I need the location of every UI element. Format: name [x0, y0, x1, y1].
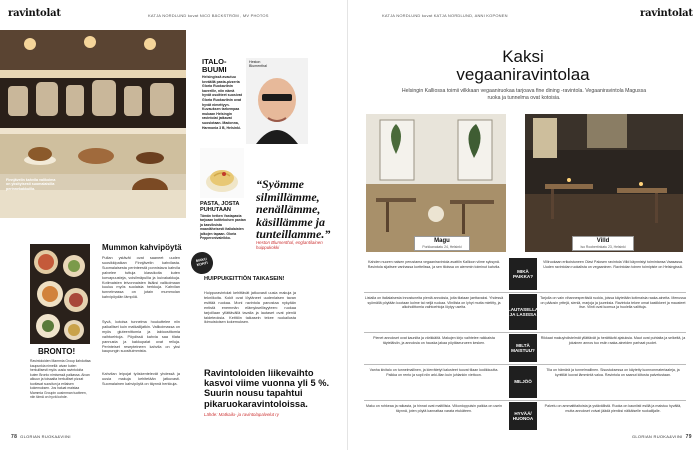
row-head-hyvaa-huonoa: HYVÄÄ/ HUONOA	[509, 402, 537, 430]
villd-name: Villd	[596, 238, 610, 244]
pasta-title: PASTA, JOSTA PUHUTAAN	[200, 201, 240, 213]
mummon-title: Mummon kahvipöytä	[102, 243, 182, 252]
section-rubric-right: ravintolat	[640, 8, 693, 19]
pasta-photo	[200, 148, 244, 198]
photo-credit-left: KATJA NORDLUND kuvat NICO BÄCKSTRÖM , MV PHOTOS	[148, 13, 269, 18]
villd-miljoo: Tila on hämärä ja tunnelmallinen. Sisustuksessa on käytetty luonnonmateriaaleja, ja kynttilät luovat lämmintä valoa. Ravintola on saanut kiitosta palvelustaan.	[546, 368, 680, 377]
magu-address: Porkkanakatu 24, Helsinki	[422, 245, 462, 249]
heston-photo	[246, 58, 308, 144]
article-lede: Helsingin Kalliossa toimii vilkkaan vegaaniruokaa tarjoava fine dining -ravintola. Vegaaniravintola Magussa ruoka ja tunnelma ovat kotoisia.	[401, 88, 647, 101]
page-number-right: 79	[685, 434, 692, 440]
magu-hyvaa-huonoa: Maku on rohkeaa ja raikasta, ja hinnat ovat maltillisia. Viikonloppuisin paikka on usein täynnä, joten pöytä kannattaa varata etukäteen.	[366, 404, 502, 413]
villd-hyvaa-huonoa: Palvelu on ammattitaitoista ja ystävällistä. Ruoka on kauniisti esillä ja maistuu hyvältä, mutta annokset voivat jäädä pieniksi nälkäiselle ruokailijalle.	[544, 404, 682, 413]
table-rule	[364, 332, 686, 333]
maku-kohti-badge: MAKU KOHTI	[189, 250, 215, 276]
villd-milta-maistuu: Rikkaat makuyhdistelmät yllättävät ja herättävät ajatuksia. Maut ovat puhtaita ja selkeitä, ja jokainen annos tuo esiin raaka-aineiden parhaat puolet.	[540, 336, 686, 345]
row-head-mika-paikka: MIKÄ PAIKKA?	[509, 258, 537, 290]
liikevaihto-title: Ravintoloiden liikevaihto kasvoi viime vuonna yli 5 %. Suurin nousu tapahtui pikaruokaravintoloissa.	[204, 368, 330, 409]
heston-photo-caption: Heston Blumenthal	[249, 60, 267, 69]
villd-address: Iso Roobertinkatu 23, Helsinki	[580, 245, 626, 249]
row-head-lautasella: LAUTASELLA JA LASISSA	[509, 294, 537, 330]
magu-lautasella: Listalla on italialaisesta innostuneita pieniä annoksia, joita tilataan jaettavaksi. Yhdessä syömällä pöytään kootaan kolme tai neljä ruokaa. Viinilista on lyhyt mutta mietitty, ja alkoholittomia vaihtoehtoja löytyy useita.	[364, 296, 504, 310]
article-title: Kaksi vegaaniravintolaa	[456, 47, 590, 84]
table-rule	[364, 364, 686, 365]
page-number-left: 78	[11, 434, 18, 440]
bronto-text: Ravintoloiden Mammia Group ilahduttaa kaupunkia nimellä: aivan kuten herkullisesti myös uusia ravintoloita kuten Bronto nimisessä paikassa. Aivan alkuun ja toisaalta herkulliset pizzat tuottavat suositun ja erilaisen kokemuksen. Jos haluat maistaa Mammia Groupin uusimman tuotteen, niin tämä on hyvä kohde.	[30, 359, 91, 399]
bronto-photo	[30, 244, 90, 344]
magu-mika-paikka: Kahden nuoren naisen perustama vegaaniravintola avattiin Kallioon viime syksynä. Ravintola sijaitsee vanhassa korttelissa, ja sen tiloissa on aiemmin toiminut kahvila.	[367, 260, 501, 269]
magu-name: Magu	[434, 238, 450, 244]
section-rubric-left: ravintolat	[8, 8, 61, 19]
mummon-text-1: Pullan ystävät ovat saaneet uuden suosikkipaikan Finnjävelin kahvilasta. Suomalaisesta perinteestä ponnistava kahvila palvelee tuttuja klassikoita kuten korvapuusteja, voisilmäpullia ja kuivakakkuja. Kotimaisten leivonnaisten lisäksi valikoimaan kuuluu myös suolaisia herkkuja. Kahvilan tunnelmassa on jotain mummolan kahvipöydän lämpöä.	[102, 256, 180, 300]
italo-title: ITALO-BUUMI	[202, 57, 227, 74]
folio-label-left: GLORIAN RUOKA&VIINI	[20, 434, 71, 439]
villd-lautasella: Tarjolla on vain vihannesperäisiä ruokia, joissa käytetään kotimaisia raaka-aineita. Menussa on pääosin yrttejä, sieniä, marjoja ja juureksia. Ravintola tekee omat kastikkeet ja mausteet itse. Viinit ovat luomua ja huolella valittuja.	[540, 296, 686, 310]
huippu-text: Huippuravintolat kehittävät jatkuvasti uusia makuja ja tekniikoita. Kokit ovat löytäneet uudenlaisen tavan esittää ruokaa. Moni ravintola panostaa nykyään entistä enemmän elämyksellisyyteen: ruokaa tarjoillaan yllättävällä tavalla ja lautaset ovat pieniä taideteoksia. Keittiön taikasein tekee ruokailusta ikimuistoisen kokemuksen.	[204, 291, 296, 325]
magu-photo	[366, 114, 506, 252]
row-head-miljoo: MILJÖÖ	[509, 366, 537, 398]
table-rule	[364, 292, 686, 293]
pasta-text: Tämän hetken Vastapasta tarjoaan kotitekoisen pastan ja kasviksista maanläheisesti italialaisten jalkojen tapaan. Gloria Pepperonivaleikko.	[200, 214, 246, 241]
italo-text: Helsingissä avautuu keväällä pasta-pizzeria Gloria Ruokaviinin kaverille, niin nämä hyvät osoitteet suosivat Gloria Ruokaviinin ovat hyvät nimettyyn. Kuvauksen tarkempaa mukaan Helsingin ravintolat jatkavat suosiotaan. Madonna, Harmonia 3 B, Helsinki.	[202, 75, 242, 130]
heston-quote-attribution: Heston Blumenthal, englantilainen huippukokki	[256, 240, 323, 250]
magu-miljoo: Vanha kivitalo on tunnelmallinen, ja kierrätetyt kalusteet tuovat tilaan kodikkuutta. Paikka on rento ja sopii niin arki-illan kuin juhlankin viettoon.	[369, 368, 499, 377]
magu-milta-maistuu: Pienet annokset ovat kauniita ja värikkäitä. Makujen kirjo vaihtelee raikkaista täyteläisiin, ja annoksia on hauska jakaa pöytäseurueen kesken.	[373, 336, 495, 345]
row-head-milta-maistuu: MILTÄ MAISTUU?	[509, 334, 537, 362]
folio-label-right: GLORIAN RUOKA&VIINI	[632, 434, 683, 439]
villd-photo	[525, 114, 683, 252]
folio-right	[632, 434, 695, 440]
heston-quote: “Syömme silmillämme, nenällämme, käsillämme ja tunteillamme.”	[256, 177, 331, 242]
folio-left	[8, 434, 71, 440]
photo-credit-right: KATJA NORDLUND kuvat KATJA NORDLUND, ANNI KOPONEN	[382, 13, 508, 18]
magu-label	[414, 236, 470, 251]
villd-mika-paikka: Villiruokaan erikoistuneen Olavi Palosen ravintola Villd käynnistyi toimintansa Vaasassa. Uuden ravintolan ruokalista on vegaaninen. Ravintolan toinen toimipiste on Helsingissä.	[542, 260, 684, 269]
table-rule	[364, 400, 686, 401]
mummon-text-2: Syvä, kotoisa tunnelma houkuttelee niin paikalliset kuin matkailijatkin. Valikoimassa on myös gluteenittomia ja laktoosittomia vaihtoehtoja. Pöydissä kahvia saa tilata pannusta ja kakkupalat ovat reiluja. Perinteiset resepteineen kahvila on yksi kaupungin suosituimmista.	[102, 320, 180, 354]
cafe-photo-caption: Finnjävelin kahvila valikoima on yksityisesti suomalaisilla perinnekakkuilla.	[6, 178, 56, 191]
mummon-text-3: Kahvilan leipojat työskentelevät yhdessä ja uusia makuja kehitetään jatkuvasti. Suomalainen kahvipöytä on täynnä herkkuja.	[102, 372, 180, 386]
villd-label	[572, 236, 634, 251]
liikevaihto-source: Lähde: Matkailu- ja ravintolapalvelut ry	[204, 412, 279, 417]
bronto-title: BRONTO!	[38, 347, 76, 356]
huippu-title: HUIPPUKEITTIÖN TAIKASEIN!	[204, 276, 285, 282]
